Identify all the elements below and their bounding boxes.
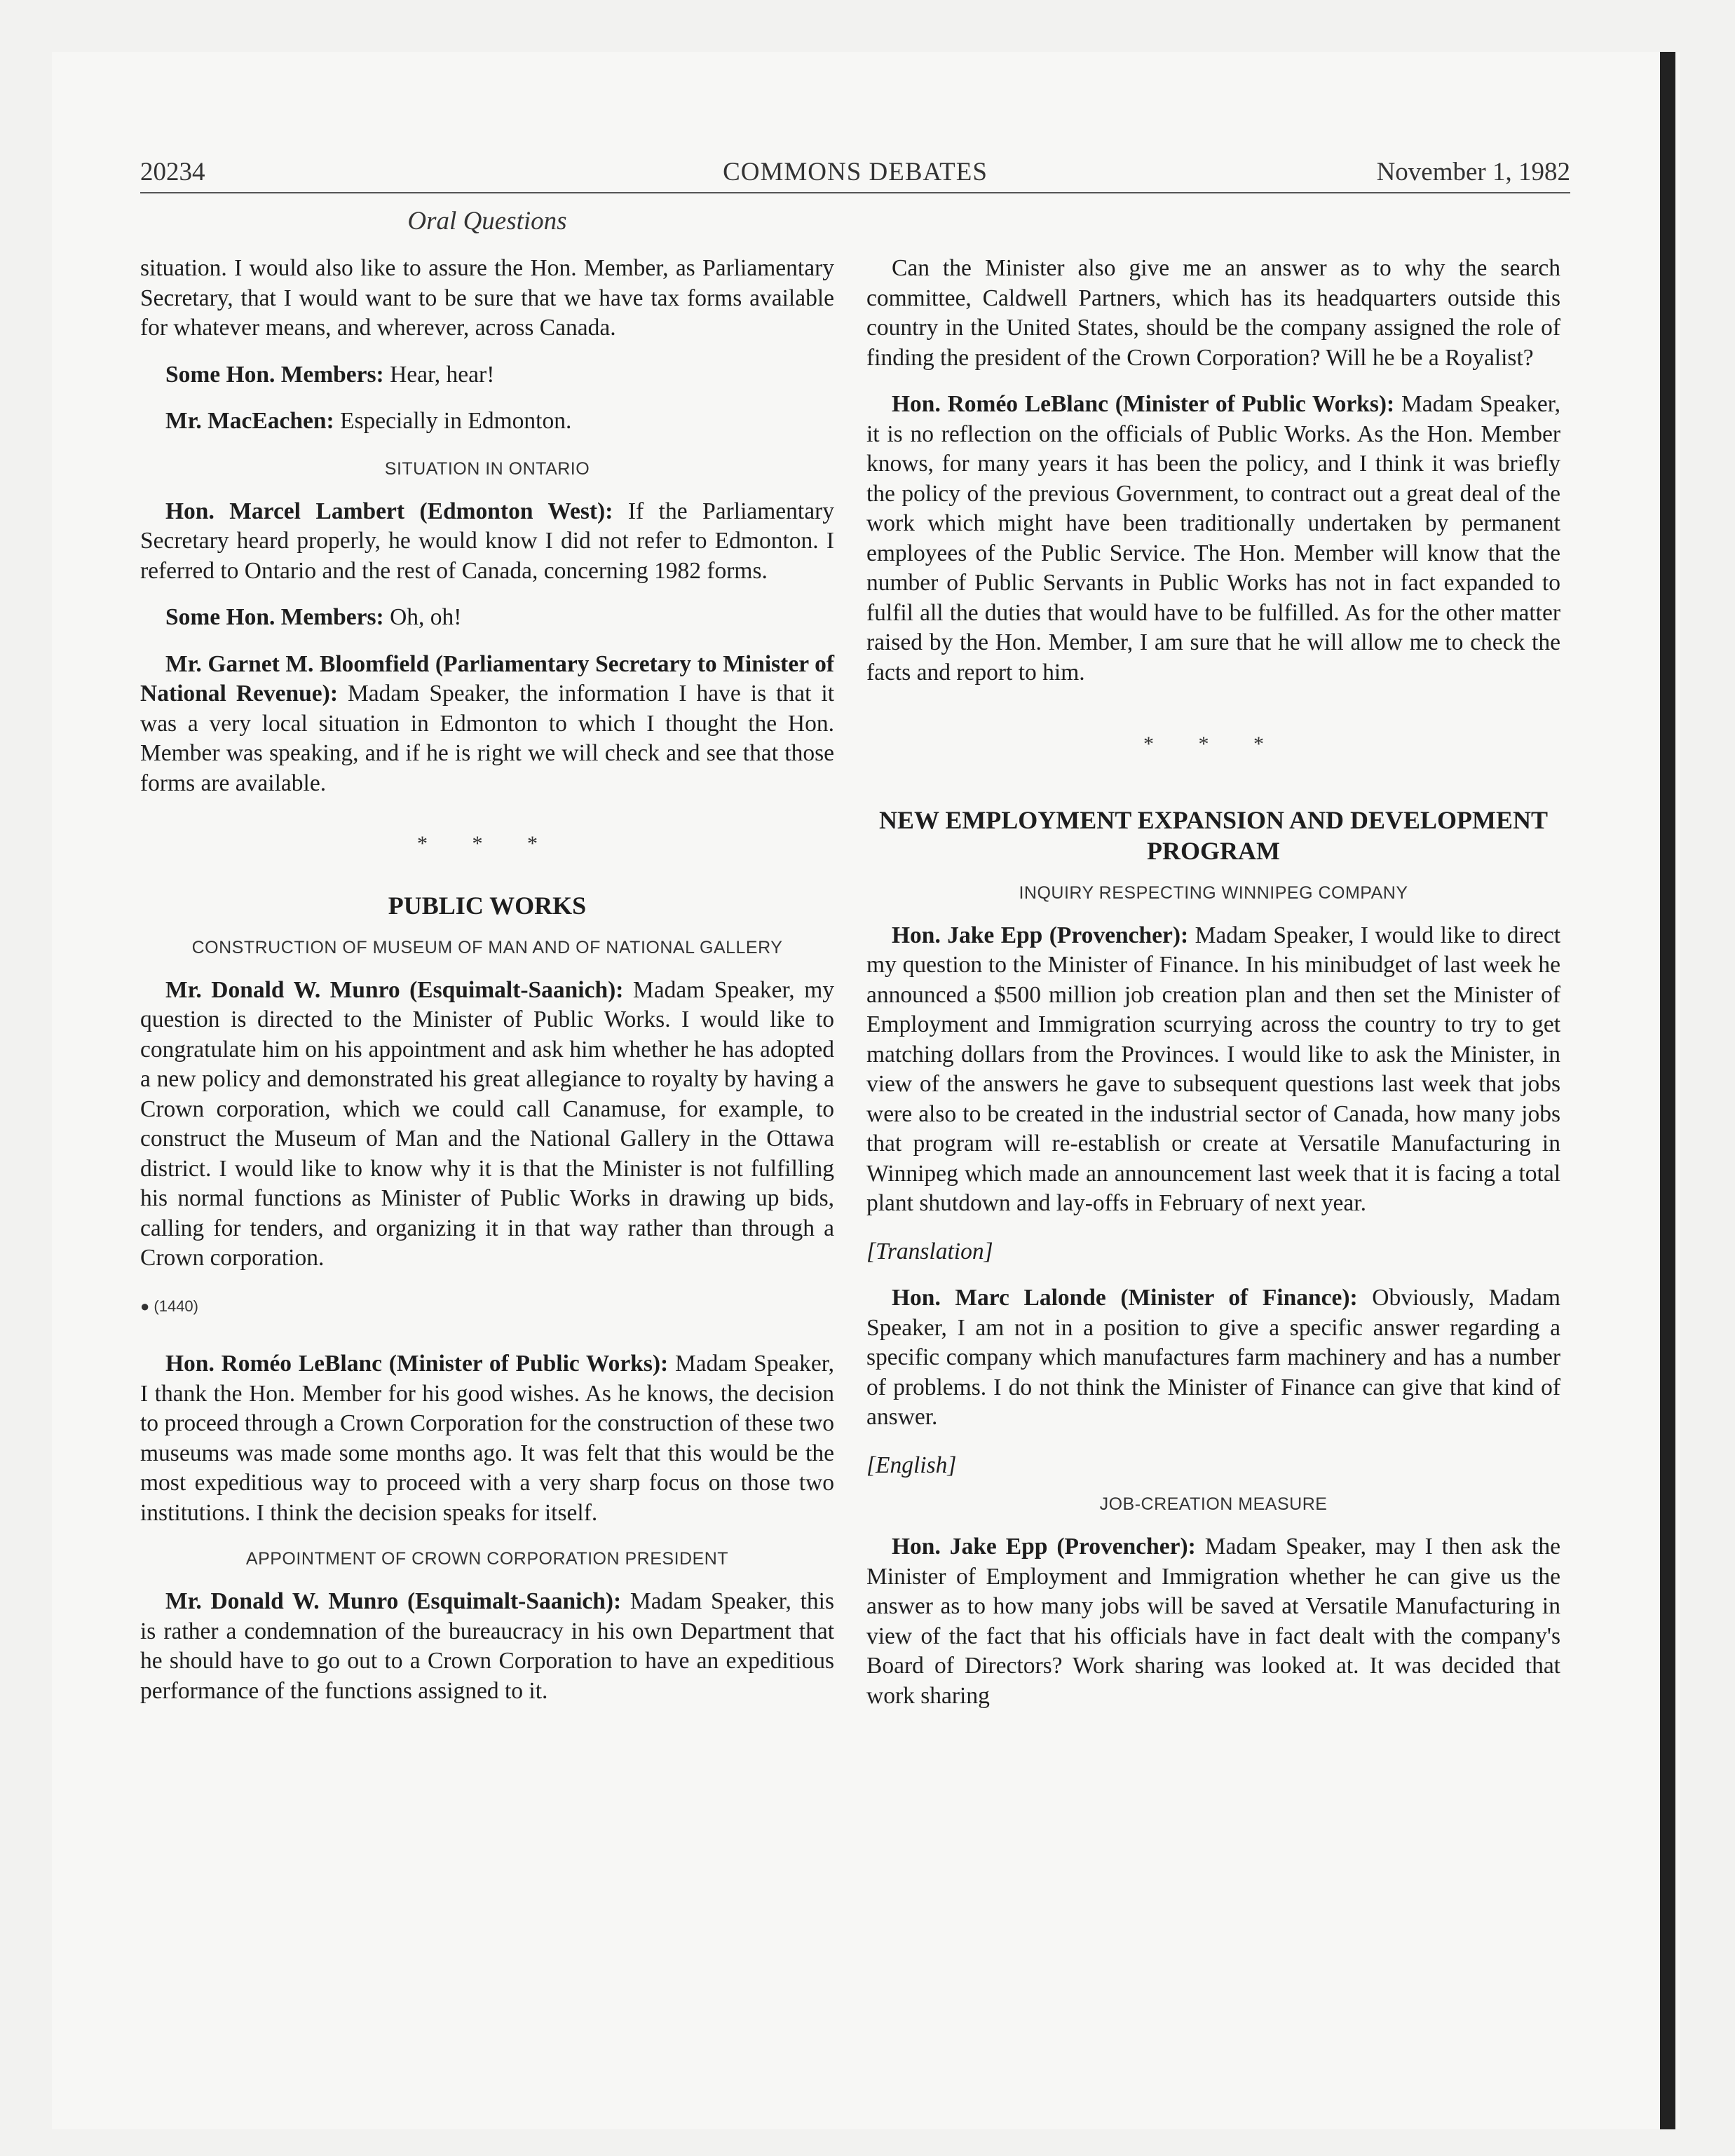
page-header [140,157,1570,192]
speech-text: Madam Speaker, my question is directed to the Minister of Public Works. I would like to congratulate him on his appointment and ask him whether he has adopted a new policy and demonstrated his great allegiance to royalty by having a Crown corporation, which we could call Canamuse, for example, to construct the Museum of Man and the National Gallery in the Ottawa district. I would like to know why it is that the Minister is not fulfilling his normal functions as Minister of Public Works in drawing up bids, calling for tenders, and organizing it in that way rather than through a Crown corporation. [140,976,834,1271]
publication-title: COMMONS DEBATES [723,158,988,186]
section-heading: NEW EMPLOYMENT EXPANSION AND DEVELOPMENT PROGRAM [878,805,1549,865]
right-column [866,254,1560,1711]
header-rule [140,192,1570,193]
speech-text: Madam Speaker, the information I have is that it was a very local situation in Edmonton to which I thought the Hon. Member was speaking, and if he is right we will check and see that those forms are available. [140,681,835,796]
speech-text: Madam Speaker, it is no reflection on the officials of Public Works. As the Hon. Member knows, for many years it has been the policy, and I think it was briefly the policy of the previous Government, to contract out a great deal of the work which might have been traditionally undertaken by permanent employees of the Public Service. The Hon. Member will know that the number of Public Servants in Public Works has not in fact expanded to fulfil all the duties that would have to be fulfilled. As for the other matter raised by the Hon. Member, I am sure that he will allow me to check the facts and report to him. [866,391,1560,685]
speaker-name: Mr. Donald W. Munro (Esquimalt-Saanich): [165,976,624,1003]
speech-text: Obviously, Madam Speaker, I am not in a position to give a specific answer regarding a specific company which manufactures farm machinery and has a number of problems. I do not think the Minister of Finance can give that kind of answer. [866,1285,1560,1430]
speech-text: Madam Speaker, I thank the Hon. Member for his good wishes. As he knows, the decision to proceed through a Crown Corporation for the construction of these two museums was made some months ago. It was felt that this would be the most expeditious way to proceed with a very sharp focus on those two institutions. I think the decision speaks for itself. [140,1351,834,1526]
subheading: INQUIRY RESPECTING WINNIPEG COMPANY [1019,882,1408,903]
speaker-name: Hon. Marc Lalonde (Minister of Finance): [892,1285,1358,1311]
paragraph [866,390,1560,688]
speech-text: Hear, hear! [383,361,495,388]
paragraph [140,1349,834,1528]
speaker-name: Hon. Jake Epp (Provencher): [892,1534,1196,1560]
paragraph [140,976,834,1274]
speaker-name: Mr. Donald W. Munro (Esquimalt-Saanich): [165,1588,622,1614]
paragraph: situation. I would also like to assure the Hon. Member, as Parliamentary Secretary, that I would want to be sure that we have tax forms available for whatever means, and wherever, across Canada. [140,255,834,341]
language-marker: [Translation] [866,1238,993,1264]
paragraph [140,650,834,799]
time-marker: ● (1440) [140,1297,198,1315]
speaker-name: Some Hon. Members: [165,604,384,630]
speaker-name: Hon. Marcel Lambert (Edmonton West): [165,498,613,524]
speaker-name: Mr. MacEachen: [165,408,334,434]
section-heading: PUBLIC WORKS [388,891,587,920]
speech-text: Oh, oh! [383,604,462,630]
speaker-name: Some Hon. Members: [165,361,384,388]
paragraph [866,921,1560,1219]
subheading: APPOINTMENT OF CROWN CORPORATION PRESIDENT [245,1549,729,1569]
speech-text: Especially in Edmonton. [334,408,572,434]
section-separator: * * * [1143,732,1284,756]
paragraph [140,1587,834,1706]
speaker-name: Hon. Roméo LeBlanc (Minister of Public Works): [892,391,1395,417]
section-label: Oral Questions [407,207,567,236]
scan-edge-bar [1660,52,1675,2129]
speaker-name: Mr. Garnet M. Bloomfield (Parliamentary Secretary to Minister of National Revenue): [140,650,834,707]
speech-text: Madam Speaker, this is rather a condemnation of the bureaucracy in his own Department that he should have to go out to a Crown Corporation to have an expeditious performance of the functions assigned to it. [140,1588,834,1704]
speech-text: If the Parliamentary Secretary heard properly, he would know I did not refer to Edmonton. I referred to Ontario and the rest of Canada, concerning 1982 forms. [140,498,834,584]
speech-text: Madam Speaker, may I then ask the Minister of Employment and Immigration whether he can give us the answer as to how many jobs will be saved at Versatile Manufacturing in view of the fact that his officials have in fact dealt with the company's Board of Directors? Work sharing was looked at. It was decided that work sharing [866,1534,1560,1709]
left-column [140,254,834,1706]
speaker-name: Hon. Roméo LeBlanc (Minister of Public Works): [165,1351,669,1377]
paragraph [140,407,834,437]
paragraph [866,1532,1560,1711]
paragraph [140,497,834,587]
speech-text: Madam Speaker, I would like to direct my question to the Minister of Finance. In his minibudget of last week he announced a $500 million job creation plan and then set the Minister of Employment and Immigration scurrying across the country to try to get matching dollars from the Provinces. I would like to ask the Minister, in view of the answers he gave to subsequent questions last week that jobs were also to be created in the industrial sector of Canada, how many jobs that program will re-establish or create at Versatile Manufacturing in Winnipeg which made an announcement last week that it is facing a total plant shutdown and lay-offs in February of next year. [866,922,1560,1216]
speaker-name: Hon. Jake Epp (Provencher): [892,922,1189,948]
paragraph [866,1283,1560,1433]
section-separator: * * * [417,832,557,855]
paragraph: Can the Minister also give me an answer as to why the search committee, Caldwell Partners, which has its headquarters outside this country in the United States, should be the company assigned the role of finding the president of the Crown Corporation? Will he be a Royalist? [866,255,1560,371]
subheading: SITUATION IN ONTARIO [384,458,590,479]
language-marker: [English] [866,1452,957,1478]
page-number: 20234 [140,158,205,186]
subheading: CONSTRUCTION OF MUSEUM OF MAN AND OF NATIONAL GALLERY [191,937,783,957]
publication-date: November 1, 1982 [1376,158,1570,186]
paragraph [140,360,834,390]
paragraph [140,603,834,633]
subheading: JOB-CREATION MEASURE [1099,1494,1328,1514]
